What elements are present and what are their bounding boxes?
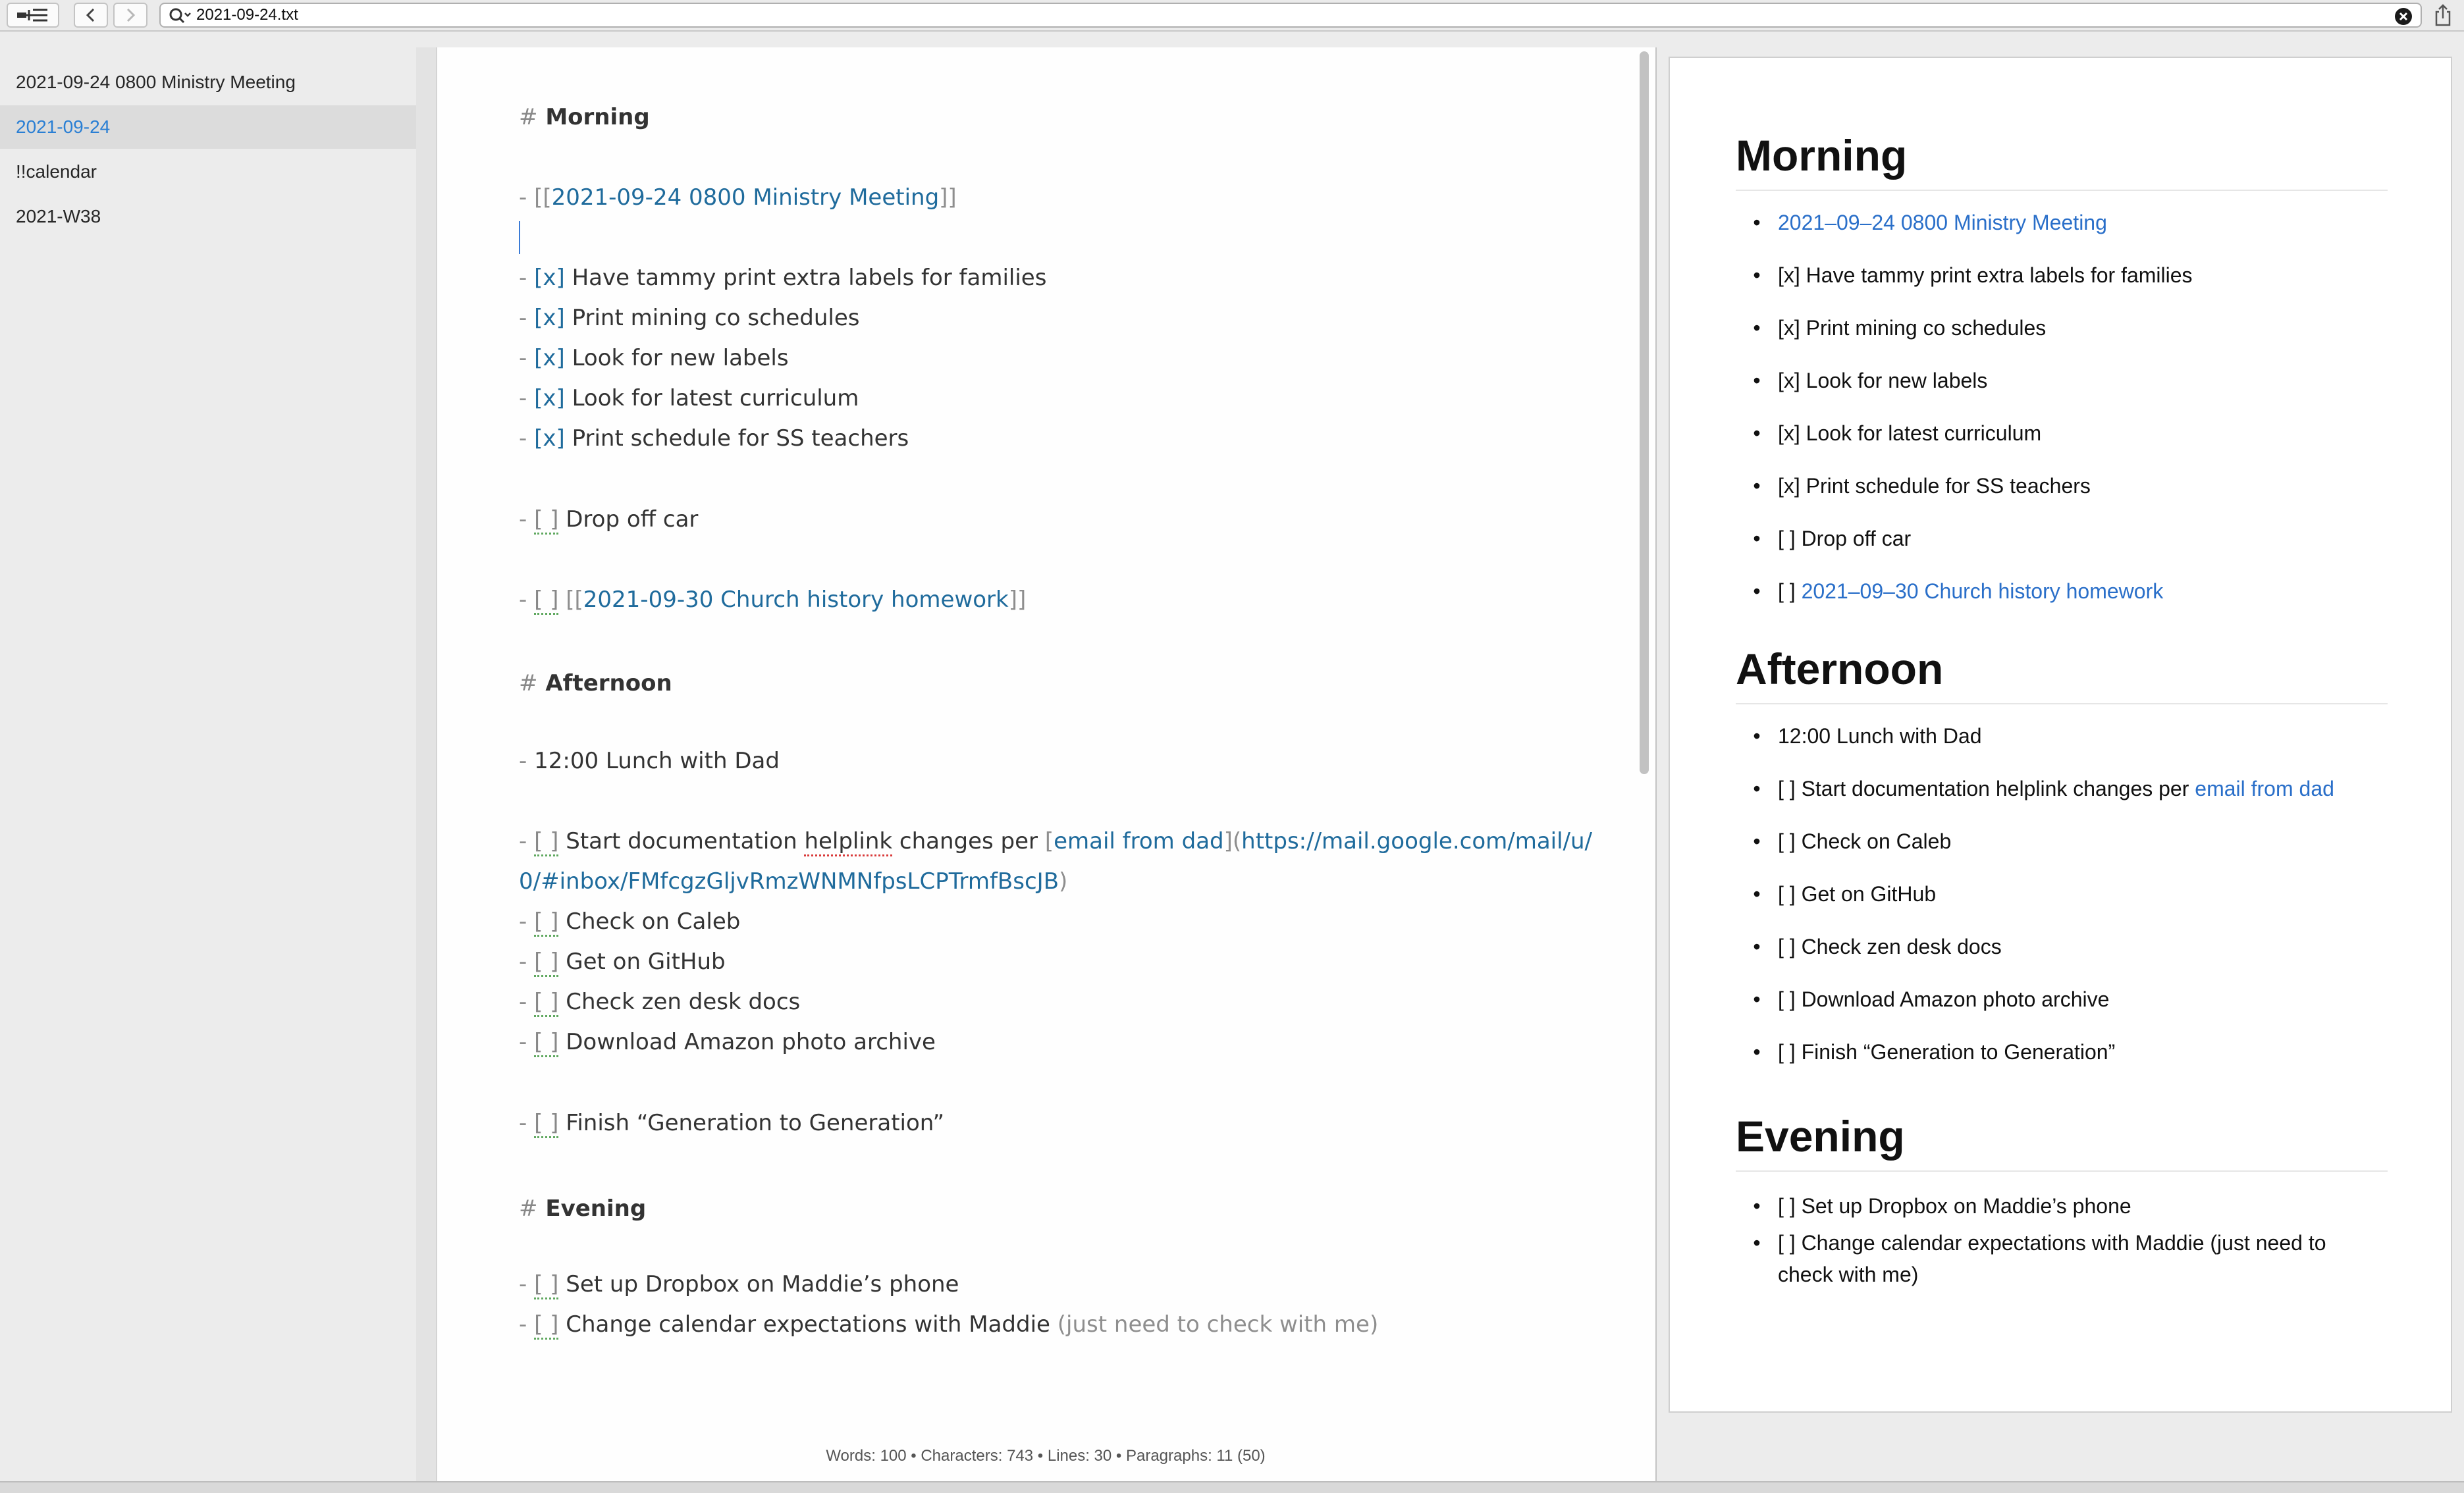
sidebar-item-2021-w38[interactable]: 2021-W38 — [16, 206, 101, 226]
email-url[interactable]: https://mail.google.com/mail/u/ — [1241, 828, 1592, 854]
list-dash: - — [519, 828, 527, 854]
editor-heading-morning — [519, 99, 650, 136]
list-dash: - — [519, 989, 527, 1015]
editor-line-task — [519, 1105, 944, 1141]
editor-heading-evening — [519, 1190, 646, 1227]
editor-line-task — [519, 300, 859, 336]
sidebar-item-2021-09-24[interactable]: 2021-09-24 — [0, 105, 416, 149]
bullet: • — [1753, 369, 1761, 392]
editor-line-task — [519, 1306, 1378, 1343]
email-url[interactable]: 0/#inbox/FMfcgzGljvRmzWNMNfpsLCPTrmfBscJB — [519, 868, 1059, 895]
task-text: Check on Caleb — [566, 908, 741, 935]
editor-line-task — [519, 340, 789, 377]
editor-line-task — [519, 259, 1046, 296]
editor-line-task — [519, 1266, 959, 1303]
bullet: • — [1753, 579, 1761, 603]
task-text: Drop off car — [566, 506, 699, 533]
unchecked-box[interactable]: [ ] — [534, 908, 558, 937]
preview-task-text: [ ] Set up Dropbox on Maddie’s phone — [1778, 1194, 2131, 1218]
bullet: • — [1753, 316, 1761, 340]
editor-line-lunch — [519, 743, 780, 779]
clear-icon[interactable] — [2394, 7, 2413, 26]
list-dash: - — [519, 1311, 527, 1338]
preview-heading-afternoon: Afternoon — [1736, 637, 2388, 704]
preview-task-text: [ ] Check zen desk docs — [1778, 935, 2002, 958]
task-text: Download Amazon photo archive — [566, 1029, 936, 1055]
sidebar-divider[interactable] — [416, 47, 436, 1481]
preview-task-text: [x] Look for latest curriculum — [1778, 421, 2042, 445]
unchecked-box[interactable]: [ ] — [534, 1110, 558, 1138]
preview-heading-morning: Morning — [1736, 124, 2388, 191]
preview-task-text: [ ] Check on Caleb — [1778, 829, 1952, 853]
task-text: changes per — [899, 828, 1038, 854]
heading-text: Afternoon — [545, 670, 672, 696]
heading-marker: # — [519, 670, 538, 696]
list-dash: - — [519, 908, 527, 935]
editor-line-helplink-wrap — [519, 863, 1067, 900]
task-text: Look for latest curriculum — [572, 385, 859, 411]
forward-button[interactable] — [113, 3, 147, 28]
list-dash: - — [519, 1110, 527, 1136]
editor-line-ministry-link — [519, 179, 957, 216]
bullet: • — [1753, 882, 1761, 906]
task-text: Print mining co schedules — [572, 305, 860, 331]
unchecked-box[interactable]: [ ] — [534, 1271, 558, 1299]
editor-line-task — [519, 380, 859, 417]
task-text: Start documentation — [566, 828, 797, 854]
chevron-right-icon — [124, 7, 137, 23]
note-list-sidebar — [0, 47, 416, 1481]
list-dash: - — [519, 385, 527, 411]
editor-line-task — [519, 501, 698, 538]
editor-line-task — [519, 983, 800, 1020]
preview-task-text: [ ] Finish “Generation to Generation” — [1778, 1040, 2116, 1064]
wiki-link-church-homework[interactable]: 2021-09-30 Church history homework — [583, 587, 1009, 613]
heading-text: Morning — [545, 104, 650, 130]
editor-line-task — [519, 581, 1026, 618]
unchecked-box[interactable]: [ ] — [534, 989, 558, 1017]
checked-box[interactable]: [x] — [534, 305, 565, 331]
back-button[interactable] — [74, 3, 108, 28]
task-text: Get on GitHub — [566, 949, 726, 975]
heading-marker: # — [519, 1195, 538, 1222]
preview-task-text: [x] Look for new labels — [1778, 369, 1988, 392]
bullet: • — [1753, 829, 1761, 853]
link-close: ]] — [939, 184, 957, 211]
text-caret — [519, 221, 520, 254]
task-text-paren: (just need to check with me) — [1057, 1311, 1379, 1338]
bullet: • — [1753, 421, 1761, 445]
heading-marker: # — [519, 104, 538, 130]
link-bracket: ] — [1223, 828, 1233, 854]
bullet: • — [1753, 987, 1761, 1011]
bullet: • — [1753, 527, 1761, 550]
unchecked-box[interactable]: [ ] — [534, 506, 558, 535]
preview-task-text: [x] Print mining co schedules — [1778, 316, 2047, 340]
misspelled-word[interactable]: helplink — [804, 828, 892, 856]
sidebar-toggle-icon — [16, 6, 50, 24]
unchecked-box[interactable]: [ ] — [534, 1029, 558, 1057]
bullet: • — [1753, 724, 1761, 748]
sidebar-item-calendar[interactable]: !!calendar — [16, 161, 97, 182]
search-input[interactable] — [196, 5, 2356, 25]
preview-task-text: [ ] Drop off car — [1778, 527, 1912, 550]
bullet: • — [1753, 1231, 1761, 1255]
list-dash: - — [519, 748, 527, 774]
task-text: Check zen desk docs — [566, 989, 801, 1015]
preview-task-text: [x] Have tammy print extra labels for families — [1778, 263, 2193, 287]
preview-task-text: [ ] Get on GitHub — [1778, 882, 1937, 906]
list-dash: - — [519, 345, 527, 371]
checked-box[interactable]: [x] — [534, 385, 565, 411]
preview-task-text: [ ] 2021–09–30 Church history homework — [1778, 579, 2164, 603]
email-link-text[interactable]: email from dad — [1054, 828, 1224, 854]
list-dash: - — [519, 1029, 527, 1055]
heading-text: Evening — [545, 1195, 647, 1222]
sidebar-toggle-button[interactable] — [7, 3, 59, 28]
preview-task-text: [ ] Download Amazon photo archive — [1778, 987, 2110, 1011]
unchecked-box[interactable]: [ ] — [534, 828, 558, 856]
list-dash: - — [519, 425, 527, 452]
bullet: • — [1753, 935, 1761, 958]
editor-line-helplink — [519, 823, 1592, 860]
search-box[interactable] — [159, 3, 2422, 28]
share-icon[interactable] — [2432, 4, 2453, 26]
preview-task-text: [x] Print schedule for SS teachers — [1778, 474, 2091, 498]
task-text: Look for new labels — [572, 345, 789, 371]
url-paren: ) — [1059, 868, 1068, 895]
preview-link-email[interactable]: email from dad — [2195, 777, 2334, 800]
editor-line-task — [519, 420, 909, 457]
preview-link-church[interactable]: 2021–09–30 Church history homework — [1801, 579, 2164, 603]
task-text: Set up Dropbox on Maddie’s phone — [566, 1271, 959, 1297]
task-text: Finish “Generation to Generation” — [566, 1110, 945, 1136]
checked-box[interactable]: [x] — [534, 345, 565, 371]
task-text: 12:00 Lunch with Dad — [534, 748, 780, 774]
editor-heading-afternoon — [519, 665, 672, 702]
link-bracket: [ — [1044, 828, 1054, 854]
editor-line-task — [519, 903, 740, 940]
task-text: Change calendar expectations with Maddie — [566, 1311, 1050, 1338]
url-paren: ( — [1232, 828, 1242, 854]
toolbar — [0, 0, 2464, 32]
rendered-preview — [1669, 57, 2452, 1413]
preview-task-text: [ ] Start documentation helplink changes per email from dad — [1778, 777, 2334, 800]
window-bottom-edge — [0, 1481, 2464, 1493]
chevron-left-icon — [84, 7, 97, 23]
task-text: Print schedule for SS teachers — [572, 425, 909, 452]
editor-line-task — [519, 943, 726, 980]
preview-task-text: [ ] Change calendar expectations with Maddie (just need to check with me) — [1778, 1231, 2326, 1286]
list-dash: - — [519, 1271, 527, 1297]
bullet: • — [1753, 211, 1761, 234]
unchecked-box[interactable]: [ ] — [534, 949, 558, 977]
bullet: • — [1753, 1040, 1761, 1064]
editor-line-task — [519, 1024, 936, 1061]
search-icon — [169, 7, 192, 24]
link-open: [[ — [534, 184, 552, 211]
list-dash: - — [519, 506, 527, 533]
unchecked-box[interactable]: [ ] — [534, 587, 558, 615]
bullet: • — [1753, 777, 1761, 800]
preview-link-ministry[interactable]: 2021–09–24 0800 Ministry Meeting — [1778, 211, 2107, 234]
sidebar-item-ministry-meeting[interactable]: 2021-09-24 0800 Ministry Meeting — [16, 72, 296, 92]
list-dash: - — [519, 265, 527, 291]
wiki-link-ministry-meeting[interactable]: 2021-09-24 0800 Ministry Meeting — [551, 184, 940, 211]
checked-box[interactable]: [x] — [534, 265, 565, 291]
list-dash: - — [519, 305, 527, 331]
preview-pane — [1655, 47, 2464, 1481]
list-dash: - — [519, 949, 527, 975]
list-dash: - — [519, 184, 527, 211]
markdown-editor[interactable] — [436, 47, 1655, 1481]
task-text: Have tammy print extra labels for families — [572, 265, 1047, 291]
bullet: • — [1753, 474, 1761, 498]
preview-task-text: 12:00 Lunch with Dad — [1778, 724, 1982, 748]
checked-box[interactable]: [x] — [534, 425, 565, 452]
bullet: • — [1753, 263, 1761, 287]
link-open: [[ — [566, 587, 583, 613]
unchecked-box[interactable]: [ ] — [534, 1311, 558, 1340]
list-dash: - — [519, 587, 527, 613]
link-close: ]] — [1008, 587, 1027, 613]
editor-scrollbar[interactable] — [1640, 51, 1649, 774]
preview-heading-evening: Evening — [1736, 1105, 2388, 1172]
bullet: • — [1753, 1194, 1761, 1218]
word-count-status: Words: 100 • Characters: 743 • Lines: 30 • Paragraphs: 11 (50) — [826, 1447, 1266, 1465]
